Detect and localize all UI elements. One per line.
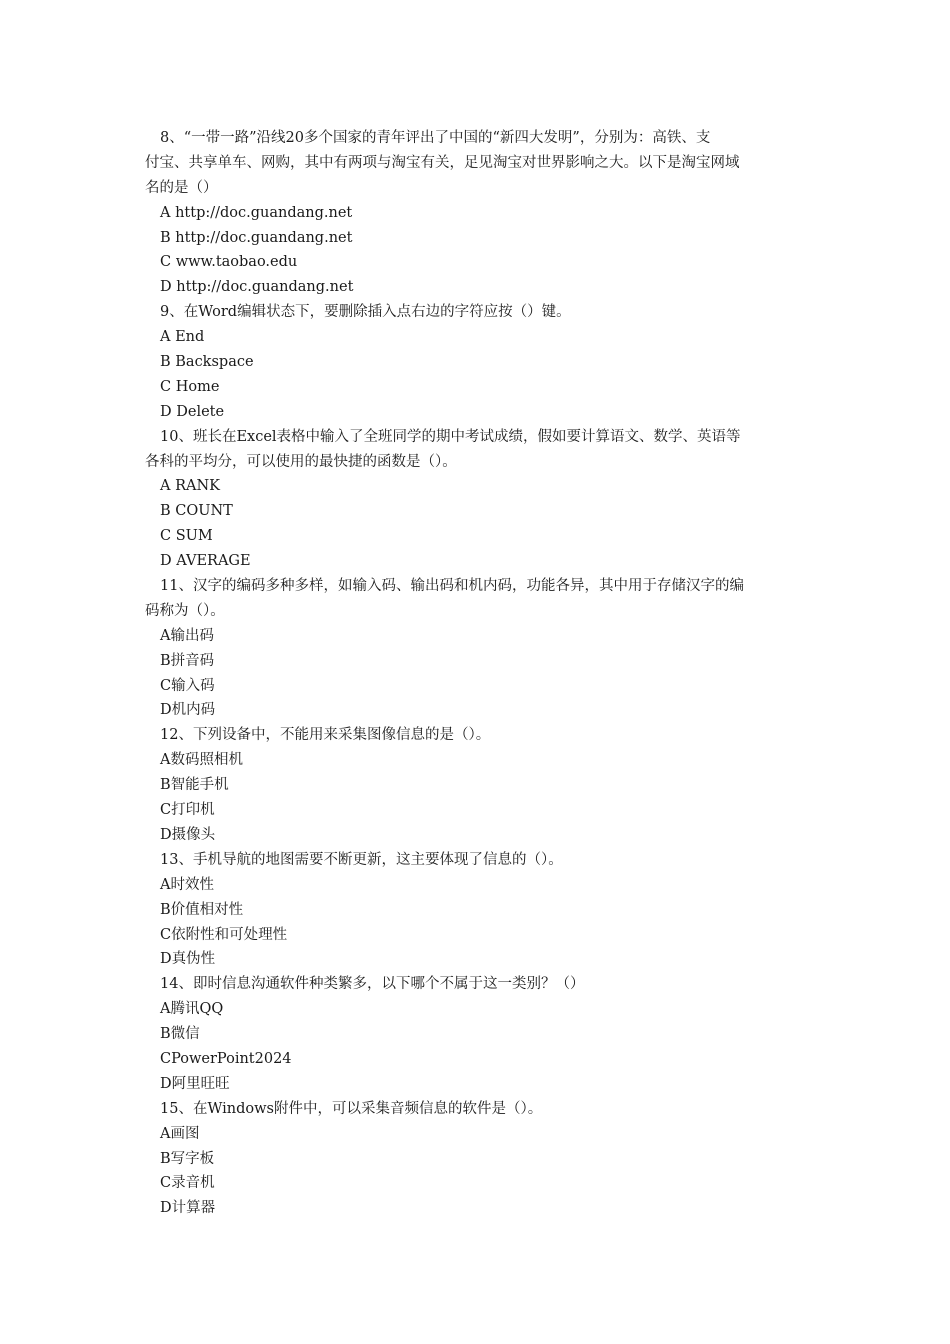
question-13 (145, 848, 805, 972)
option-a: A数码照相机 (160, 752, 243, 769)
question-12 (145, 723, 805, 847)
option-b: B Backspace (160, 354, 254, 371)
option-a: A输出码 (160, 627, 214, 644)
question-text-line: 各科的平均分，可以使用的最快捷的函数是（）。 (145, 453, 457, 470)
option-a: A End (160, 329, 205, 346)
question-14 (145, 972, 805, 1096)
option-c: C输入码 (160, 677, 215, 694)
question-text-line: 10、班长在Excel表格中输入了全班同学的期中考试成绩，假如要计算语文、数学、英语等 (160, 428, 741, 445)
option-a: A时效性 (160, 876, 214, 893)
question-8 (145, 126, 805, 300)
document-page (145, 126, 805, 1221)
option-c: C打印机 (160, 802, 215, 819)
question-10 (145, 425, 805, 574)
option-d: D阿里旺旺 (160, 1075, 230, 1092)
option-a: A画图 (160, 1125, 200, 1142)
option-c: C录音机 (160, 1175, 215, 1192)
option-b: B COUNT (160, 503, 233, 520)
option-b: B写字板 (160, 1150, 215, 1167)
question-text-line: 8、“一带一路”沿线20多个国家的青年评出了中国的“新四大发明”，分别为：高铁、支 (160, 130, 711, 146)
option-d: D Delete (160, 403, 225, 420)
option-a: A RANK (160, 478, 220, 495)
question-15 (145, 1097, 805, 1221)
option-c: C Home (160, 378, 220, 395)
question-text-line: 13、手机导航的地图需要不断更新，这主要体现了信息的（）。 (160, 851, 563, 868)
option-c: CPowerPoint2024 (160, 1050, 292, 1067)
question-text-line: 9、在Word编辑状态下，要删除插入点右边的字符应按（）键。 (160, 304, 571, 321)
option-d: D计算器 (160, 1200, 216, 1217)
option-d: D http://doc.guandang.net (160, 279, 354, 296)
option-d: D机内码 (160, 702, 216, 719)
option-c: C依附性和可处理性 (160, 926, 288, 943)
option-c: C www.taobao.edu (160, 254, 298, 271)
question-11 (145, 574, 805, 723)
question-text-line: 名的是（） (145, 179, 218, 196)
option-d: D真伪性 (160, 951, 216, 968)
question-text-line: 15、在Windows附件中，可以采集音频信息的软件是（）。 (160, 1100, 543, 1117)
option-b: B智能手机 (160, 777, 229, 794)
question-text-line: 码称为（）。 (145, 602, 225, 619)
question-text-line: 12、下列设备中，不能用来采集图像信息的是（）。 (160, 727, 491, 744)
option-b: B http://doc.guandang.net (160, 229, 353, 246)
option-c: C SUM (160, 528, 213, 545)
question-text-line: 付宝、共享单车、网购，其中有两项与淘宝有关，足见淘宝对世界影响之大。以下是淘宝网域 (145, 154, 740, 171)
option-a: A腾讯QQ (160, 1001, 224, 1018)
question-text-line: 11、汉字的编码多种多样，如输入码、输出码和机内码，功能各异，其中用于存储汉字的编 (160, 578, 744, 595)
question-text-line: 14、即时信息沟通软件种类繁多，以下哪个不属于这一类别？（） (160, 976, 585, 993)
option-b: B拼音码 (160, 652, 215, 669)
option-a: A http://doc.guandang.net (160, 204, 353, 221)
option-d: D AVERAGE (160, 553, 251, 570)
option-b: B微信 (160, 1026, 200, 1043)
option-b: B价值相对性 (160, 901, 244, 918)
option-d: D摄像头 (160, 826, 216, 843)
question-9 (145, 300, 805, 424)
